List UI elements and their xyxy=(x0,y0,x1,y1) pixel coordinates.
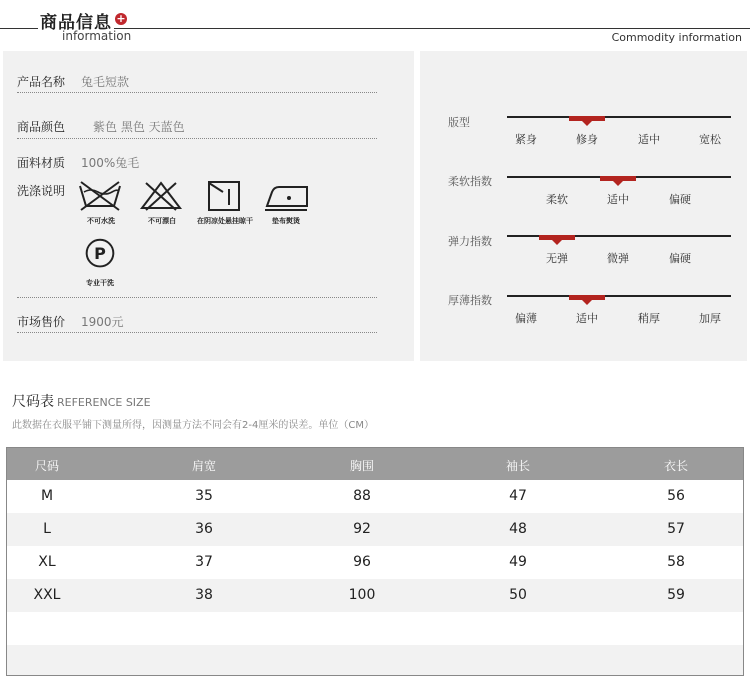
no-wash-icon xyxy=(77,180,123,212)
fit-indicators-panel xyxy=(420,51,747,361)
table-row xyxy=(7,579,743,612)
table-cell: 58 xyxy=(667,554,685,570)
material-label: 面料材质 xyxy=(17,156,66,170)
plus-icon: + xyxy=(116,12,126,25)
scale-option: 无弹 xyxy=(546,252,568,265)
no-wash-label: 不可水洗 xyxy=(87,217,115,225)
price-label: 市场售价 xyxy=(17,315,66,329)
material-row xyxy=(17,154,139,171)
table-cell: 36 xyxy=(195,521,213,537)
no-bleach-label: 不可漂白 xyxy=(148,217,176,225)
table-cell: 35 xyxy=(195,488,213,504)
scale-option: 加厚 xyxy=(699,312,721,325)
table-cell: 56 xyxy=(667,488,685,504)
iron-with-cloth-icon xyxy=(263,180,309,212)
table-cell: 59 xyxy=(667,587,685,603)
header-cell: 衣长 xyxy=(663,459,688,473)
divider xyxy=(17,297,377,298)
table-cell: L xyxy=(43,521,51,537)
size-chart-note: 此数据在衣服平铺下测量所得，因测量方法不同会有2-4厘米的误差。单位（CM） xyxy=(12,420,374,431)
product-name-row xyxy=(17,73,129,90)
iron-with-cloth-label: 垫布熨烫 xyxy=(272,217,300,225)
size-table xyxy=(6,447,744,676)
size-chart-title-en: REFERENCE SIZE xyxy=(57,396,151,409)
section-subtitle: information xyxy=(62,29,132,43)
scale-option: 宽松 xyxy=(699,133,721,146)
product-color-row xyxy=(17,118,185,135)
header-cell: 肩宽 xyxy=(191,459,216,473)
divider xyxy=(17,332,377,333)
table-cell: XXL xyxy=(33,587,61,603)
table-cell: 100 xyxy=(348,587,376,603)
scale-option: 修身 xyxy=(576,133,598,146)
scale-option: 适中 xyxy=(576,312,598,325)
scale-line xyxy=(507,116,731,118)
table-cell: 37 xyxy=(195,554,213,570)
table-row xyxy=(7,480,743,513)
product-info-panel xyxy=(3,51,414,361)
table-cell: 92 xyxy=(353,521,371,537)
scale-label-fit: 版型 xyxy=(448,116,470,129)
material-value: 100%兔毛 xyxy=(81,156,140,170)
scale-option: 紧身 xyxy=(515,133,537,146)
scale-label-softness: 柔软指数 xyxy=(448,175,492,188)
shade-dry-label: 在阴凉处悬挂晾干 xyxy=(197,217,253,225)
table-cell: 88 xyxy=(353,488,371,504)
scale-label-thickness: 厚薄指数 xyxy=(448,294,492,307)
scale-label-elasticity: 弹力指数 xyxy=(448,235,492,248)
price-row xyxy=(17,313,124,330)
header-right-caption: Commodity information xyxy=(611,31,742,44)
dry-clean-label: 专业干洗 xyxy=(86,279,114,287)
product-color-label: 商品颜色 xyxy=(17,120,66,134)
dry-clean-letter: P xyxy=(94,244,106,263)
product-name-value: 兔毛短款 xyxy=(81,75,130,89)
table-cell: 96 xyxy=(353,554,371,570)
table-cell: XL xyxy=(38,554,56,570)
table-cell: 48 xyxy=(509,521,527,537)
table-cell: 49 xyxy=(509,554,527,570)
table-cell: 38 xyxy=(195,587,213,603)
scale-option: 适中 xyxy=(607,193,629,206)
size-chart-title xyxy=(12,391,151,411)
table-cell: 47 xyxy=(509,488,527,504)
scale-option: 偏硬 xyxy=(669,193,691,206)
scale-option: 稍厚 xyxy=(638,312,660,325)
table-cell: M xyxy=(40,488,54,504)
header-cell: 胸围 xyxy=(349,459,374,473)
scale-line xyxy=(507,295,731,297)
no-bleach-icon xyxy=(138,180,184,212)
scale-option: 偏薄 xyxy=(515,312,537,325)
table-cell: 50 xyxy=(509,587,527,603)
scale-marker xyxy=(569,116,605,121)
product-color-value: 紫色 黑色 天蓝色 xyxy=(93,120,185,134)
scale-marker xyxy=(539,235,575,240)
divider xyxy=(17,138,377,139)
price-value: 1900元 xyxy=(81,315,124,329)
scale-marker xyxy=(569,295,605,300)
divider xyxy=(17,92,377,93)
table-row-empty xyxy=(7,612,743,645)
table-row-empty xyxy=(7,645,743,675)
scale-option: 偏硬 xyxy=(669,252,691,265)
section-title: 商品信息 xyxy=(38,8,114,33)
care-label: 洗涤说明 xyxy=(17,184,66,198)
table-cell: 57 xyxy=(667,521,685,537)
header-cell: 尺码 xyxy=(34,459,59,473)
scale-option: 柔软 xyxy=(546,193,568,206)
product-name-label: 产品名称 xyxy=(17,75,66,89)
table-row xyxy=(7,546,743,579)
care-row xyxy=(17,182,81,199)
scale-marker xyxy=(600,176,636,181)
header-cell: 袖长 xyxy=(505,459,530,473)
size-chart-title-cn: 尺码表 xyxy=(12,394,54,410)
scale-option: 适中 xyxy=(638,133,660,146)
shade-dry-icon xyxy=(201,180,247,212)
size-table-header xyxy=(7,448,743,480)
table-row xyxy=(7,513,743,546)
scale-option: 微弹 xyxy=(607,252,629,265)
